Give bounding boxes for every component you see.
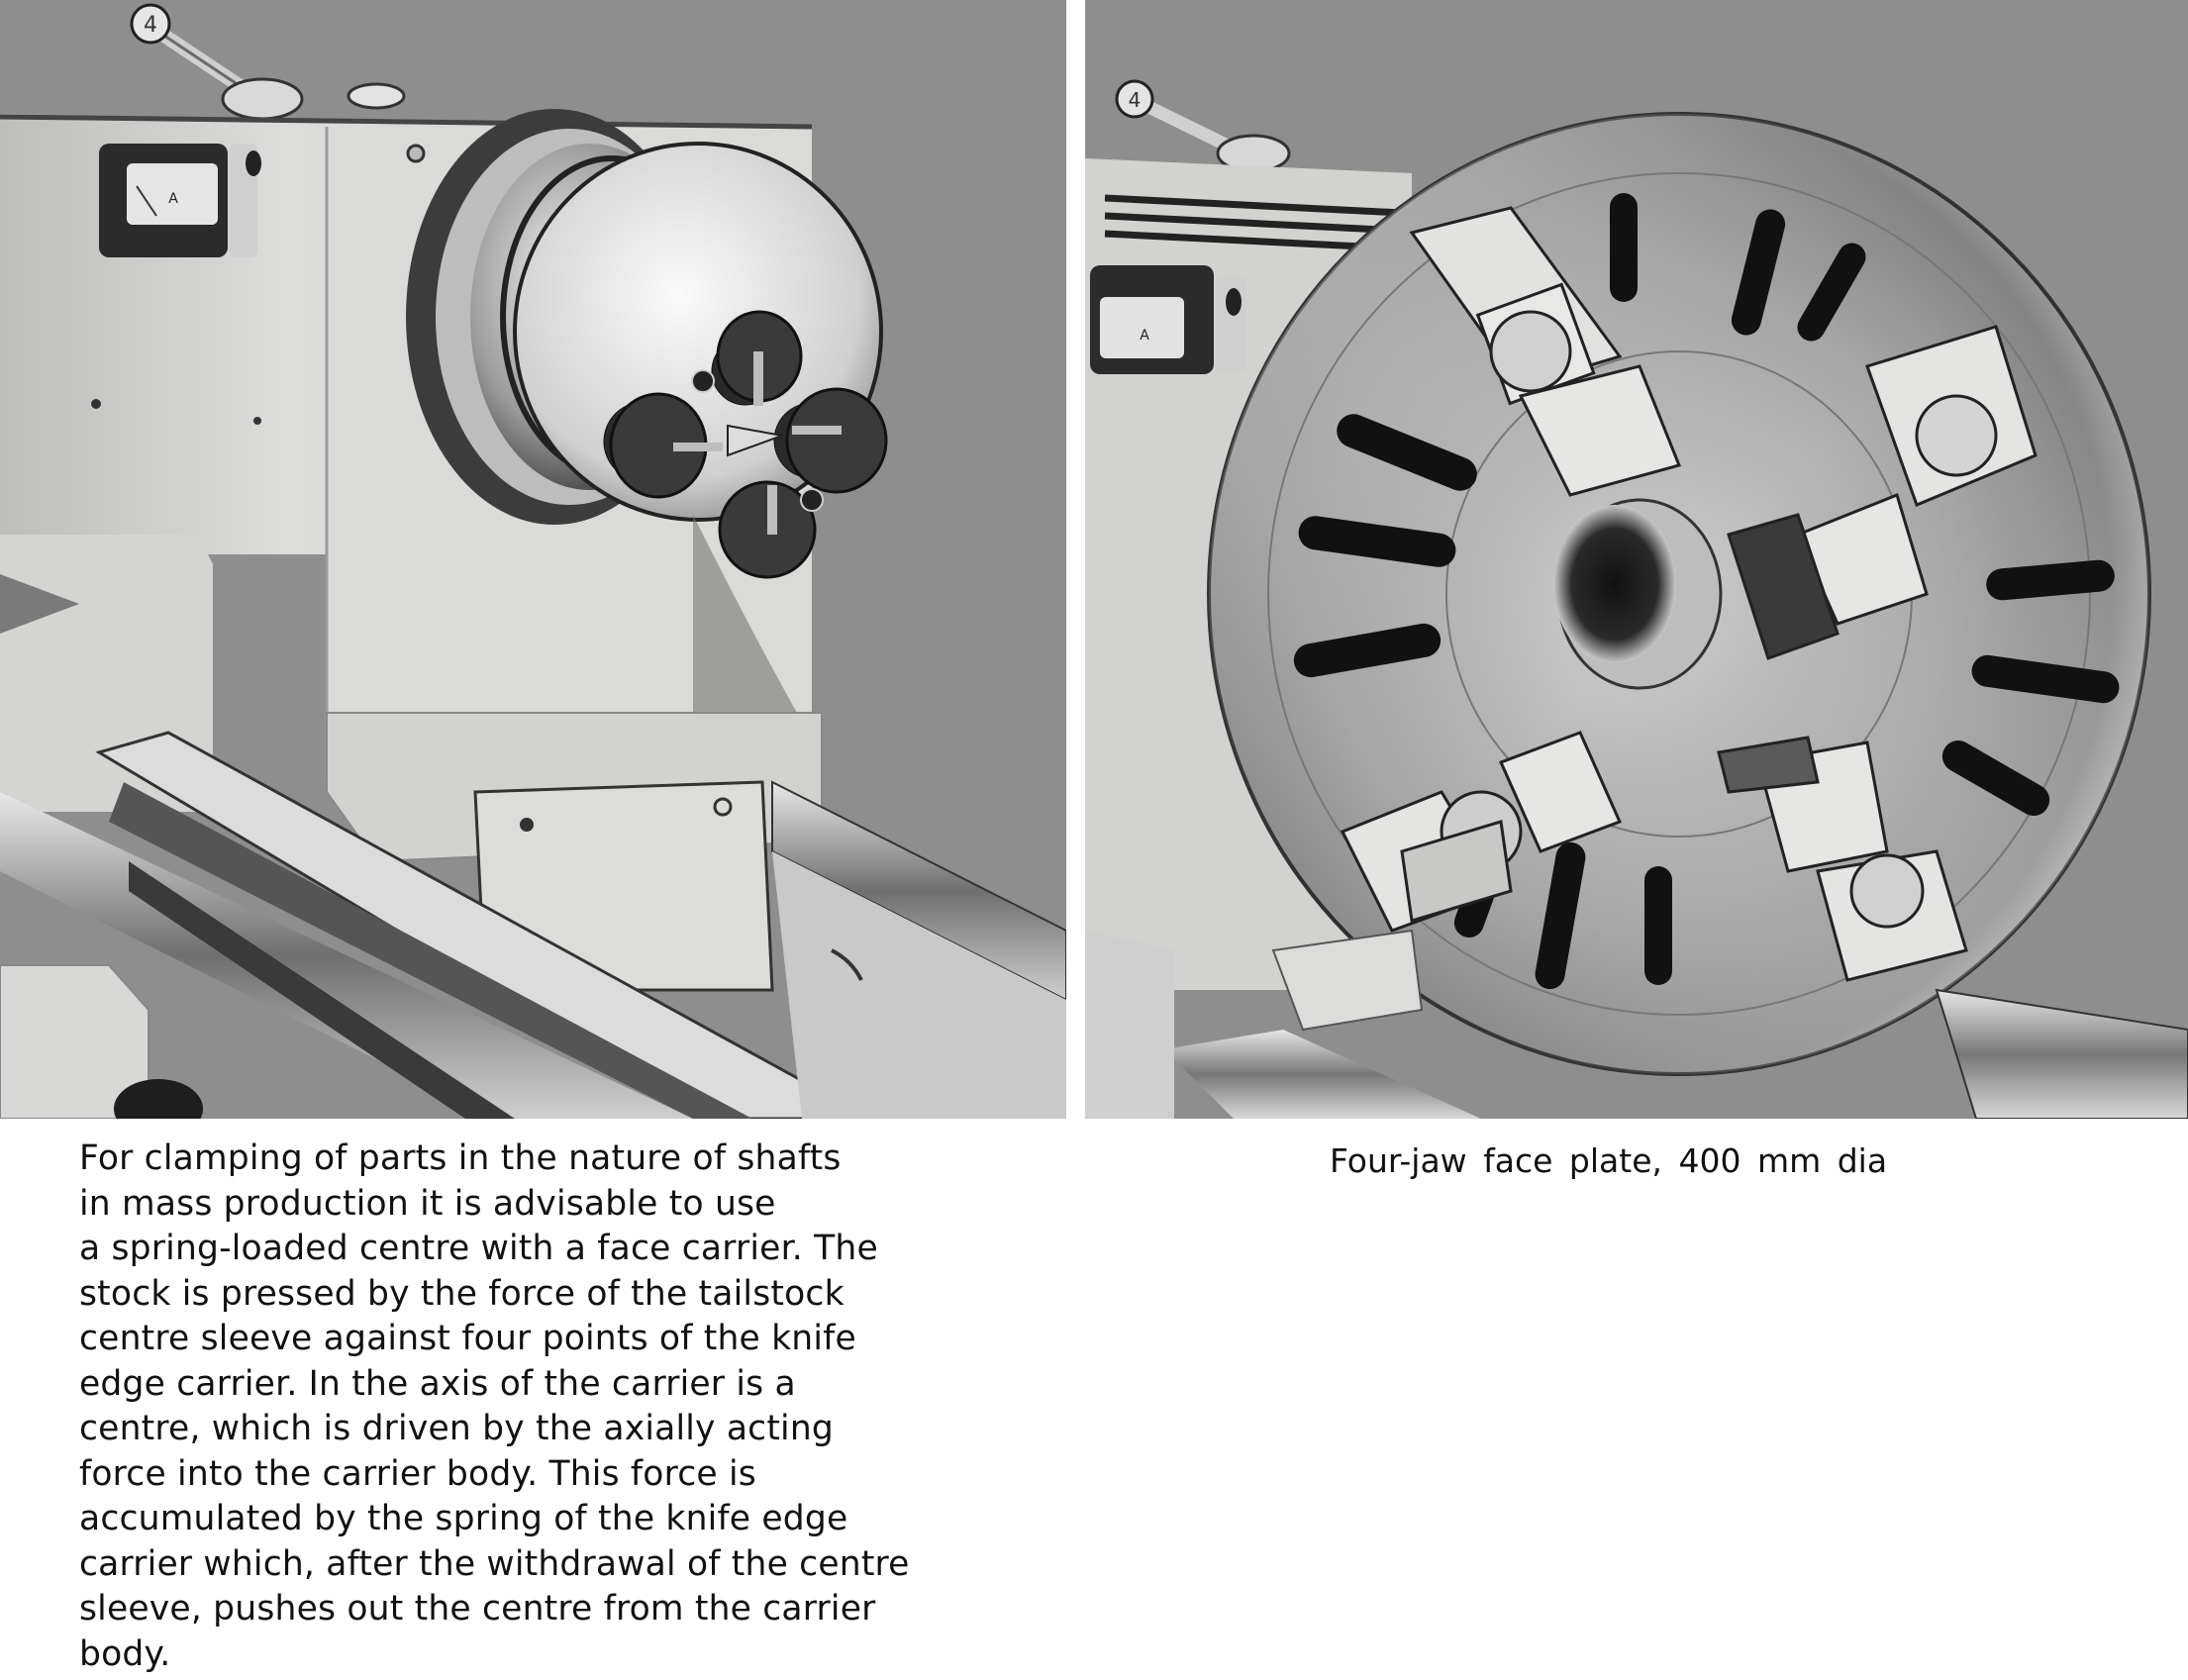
caption-line: carrier which, after the withdrawal of the centre	[79, 1543, 910, 1584]
caption-line: force into the carrier body. This force is	[79, 1453, 756, 1494]
caption-line: accumulated by the spring of the knife edge	[79, 1499, 848, 1538]
caption-line: centre, which is driven by the axially acting	[79, 1409, 835, 1448]
caption-line: For clamping of parts in the nature of shafts	[79, 1138, 842, 1178]
svg-text:4: 4	[144, 13, 157, 38]
caption-line: stock is pressed by the force of the tailstock	[79, 1273, 845, 1314]
lathe-headstock-illustration	[0, 0, 1066, 1119]
caption-spring-loaded-centre	[79, 1136, 970, 1677]
caption-line: centre sleeve against four points of the knife	[79, 1319, 856, 1358]
photo-four-jaw-face-plate	[1085, 0, 2188, 1119]
caption-line: body.	[79, 1633, 171, 1674]
svg-text:4: 4	[1128, 88, 1142, 112]
svg-text:A: A	[1140, 328, 1149, 344]
caption-line: edge carrier. In the axis of the carrier is a	[79, 1363, 796, 1404]
svg-text:A: A	[168, 191, 178, 207]
caption-four-jaw-face-plate: Four-jaw face plate, 400 mm dia	[1330, 1141, 1888, 1180]
caption-line: a spring-loaded centre with a face carrier. The	[79, 1229, 878, 1268]
caption-line: sleeve, pushes out the centre from the carrier	[79, 1589, 876, 1629]
ammeter-icon	[99, 144, 261, 257]
four-jaw-face-plate-illustration	[1085, 0, 2188, 1119]
caption-line: in mass production it is advisable to use	[79, 1183, 776, 1224]
photo-spring-loaded-centre	[0, 0, 1066, 1119]
ammeter-icon	[1090, 265, 1246, 374]
